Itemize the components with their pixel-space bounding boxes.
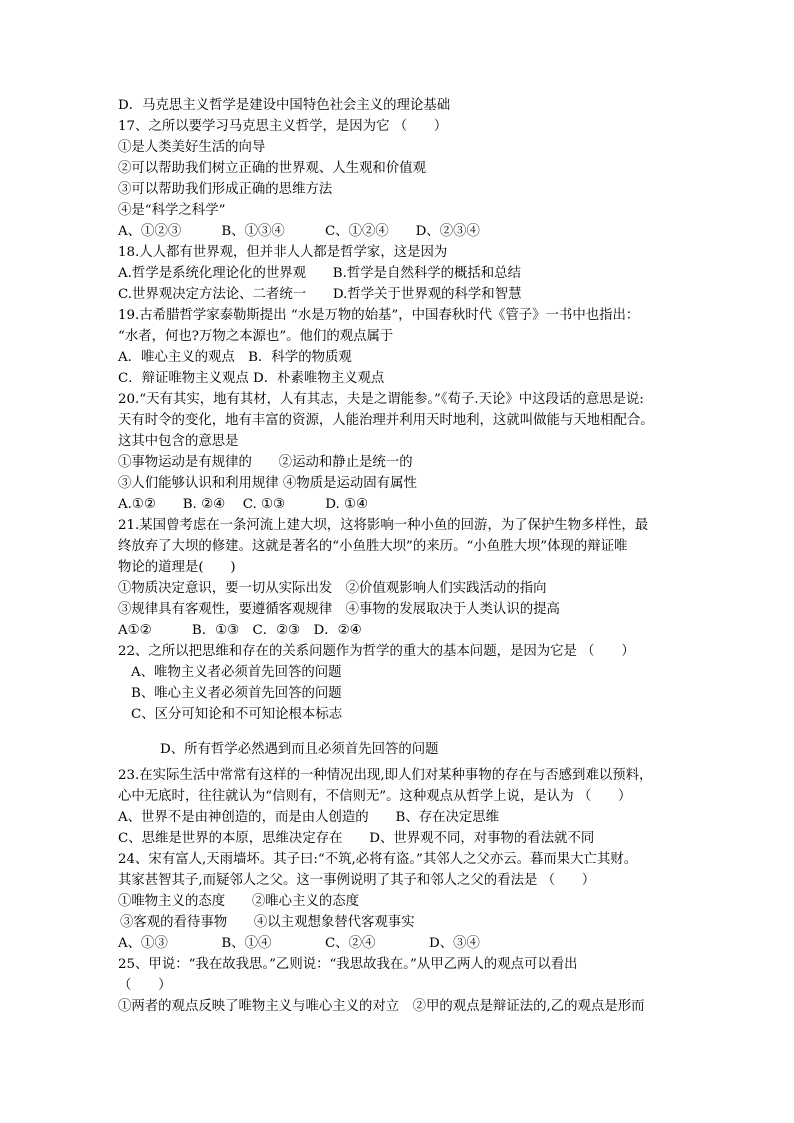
text-line: （ ） [118, 978, 172, 993]
text-line: ③规律具有客观性，要遵循客观规律 ④事物的发展取决于人类认识的提高 [118, 602, 560, 617]
text-line: ①唯物主义的态度 ②唯心主义的态度 [118, 894, 360, 909]
text-line: ①事物运动是有规律的 ②运动和静止是统一的 [118, 455, 413, 470]
answer-options: A①② B．①③ C．②③ D．②④ [118, 623, 362, 638]
question-17: 17、之所以要学习马克思主义哲学，是因为它 （ ） [118, 119, 448, 134]
question-21: 21.某国曾考虑在一条河流上建大坝，这将影响一种小鱼的回游，为了保护生物多样性，最 [118, 518, 649, 533]
answer-options: C．辩证唯物主义观点 D．朴素唯物主义观点 [118, 371, 385, 386]
text-line: 物论的道理是( ) [118, 560, 236, 575]
answer-options: A、①②③ B、①③④ C、①②④ D、②③④ [118, 224, 480, 239]
question-19: 19.古希腊哲学家泰勒斯提出 “水是万物的始基”，中国春秋时代《管子》一书中也指出： [118, 308, 640, 323]
text-line: 其家甚智其子,而疑邻人之父。这一事例说明了其子和邻人之父的看法是 （ ） [118, 873, 596, 888]
answer-options: C、思维是世界的本原，思维决定存在 D、世界观不同，对事物的看法就不同 [118, 831, 595, 846]
text-line: ③可以帮助我们形成正确的思维方法 [118, 182, 333, 197]
text-line: ②可以帮助我们树立正确的世界观、人生观和价值观 [118, 161, 426, 176]
answer-option-b: B、唯心主义者必须首先回答的问题 [131, 686, 342, 701]
text-line: ④是“科学之科学” [118, 203, 226, 218]
text-line: D．马克思主义哲学是建设中国特色社会主义的理论基础 [118, 98, 451, 113]
question-20: 20.“天有其实，地有其材，人有其志，夫是之谓能参。”《荀子.天论》中这段话的意思是说: [118, 392, 644, 407]
answer-option-a: A、唯物主义者必须首先回答的问题 [131, 665, 342, 680]
text-line: ③客观的看待事物 ④以主观想象替代客观事实 [120, 915, 415, 930]
answer-options: A.①② B. ②④ C. ①③ D. ①④ [118, 497, 368, 512]
text-line: 这其中包含的意思是 [118, 434, 239, 449]
text-line: 天有时令的变化，地有丰富的资源，人能治理并利用天时地利，这就叫做能与天地相配合。 [118, 413, 654, 428]
question-23: 23.在实际生活中常常有这样的一种情况出现,即人们对某种事物的存在与否感到难以预料， [118, 768, 653, 783]
text-line: ①物质决定意识，要一切从实际出发 ②价值观影响人们实践活动的指向 [118, 581, 547, 596]
text-line: 心中无底时，往往就认为“信则有，不信则无”。这种观点从哲学上说，是认为 （ ） [118, 789, 632, 804]
answer-options: A、①③ B、①④ C、②④ D、③④ [118, 936, 480, 951]
text-line: ③人们能够认识和利用规律 ④物质是运动固有属性 [118, 476, 417, 491]
answer-option-c: C、区分可知论和不可知论根本标志 [131, 707, 343, 722]
text-line: “水者，何也?万物之本源也”。他们的观点属于 [118, 329, 394, 344]
text-line: ①两者的观点反映了唯物主义与唯心主义的对立 ②甲的观点是辩证法的,乙的观点是形而 [118, 999, 645, 1014]
text-line: ①是人类美好生活的向导 [118, 140, 266, 155]
answer-options: C.世界观决定方法论、二者统一 D.哲学关于世界观的科学和智慧 [118, 287, 522, 302]
question-25: 25、甲说：“我在故我思。”乙则说：“我思故我在。”从甲乙两人的观点可以看出 [118, 957, 578, 972]
text-line: 终放弃了大坝的修建。这就是著名的“小鱼胜大坝”的来历。“小鱼胜大坝”体现的辩证唯 [118, 539, 628, 554]
question-24: 24、宋有富人,天雨墙坏。其子曰:“不筑,必将有盗。”其邻人之父亦云。暮而果大亡其财。 [118, 852, 638, 867]
question-18: 18.人人都有世界观，但并非人人都是哲学家，这是因为 [118, 245, 448, 260]
answer-options: A.哲学是系统化理论化的世界观 B.哲学是自然科学的概括和总结 [118, 266, 521, 281]
question-22: 22、之所以把思维和存在的关系问题作为哲学的重大的基本问题，是因为它是 （ ） [118, 644, 635, 659]
answer-options: A、世界不是由神创造的，而是由人创造的 B、存在决定思维 [118, 810, 500, 825]
answer-options: A．唯心主义的观点 B．科学的物质观 [118, 350, 352, 365]
answer-option-d: D、所有哲学必然遇到而且必须首先回答的问题 [160, 742, 439, 757]
